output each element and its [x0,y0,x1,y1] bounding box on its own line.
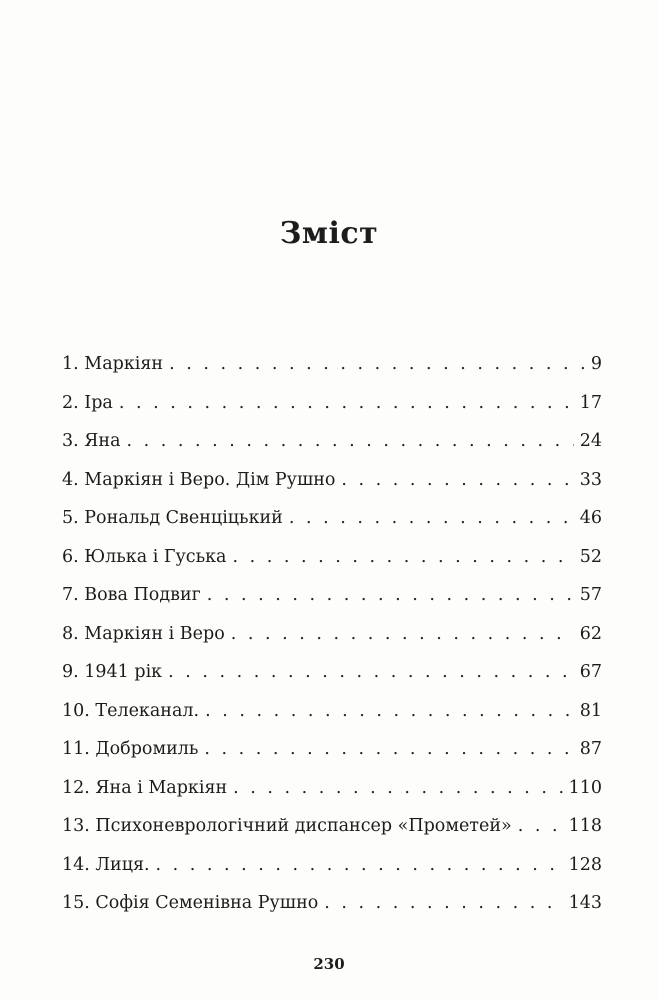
toc-entry [62,692,602,731]
toc-entry-title: Телеканал. [95,700,200,721]
dot-leader [289,499,574,538]
toc-entry-title: Яна і Маркіян [95,777,228,798]
toc-entry [62,422,602,461]
toc-entry-page: 57 [579,585,602,605]
toc-entry [62,846,602,885]
toc-entry [62,653,602,692]
toc-entry-page: 33 [579,469,602,490]
toc-entry [62,807,602,846]
toc-entry-number: 2. [62,392,79,413]
toc-entry-number: 13. [62,816,90,836]
dot-leader [341,461,573,500]
dot-leader [233,769,562,808]
toc-entry-title: Маркіян [84,354,164,374]
toc-entry-title: Лиця. [95,854,150,875]
toc-entry-number: 6. [62,546,79,567]
toc-entry-number: 14. [62,854,90,875]
toc-entry-title: 1941 рік [84,662,163,682]
toc-entry-page: 17 [579,392,602,413]
dot-leader [168,653,574,692]
toc-entry-page: 143 [568,893,602,913]
toc-entry-title: Маркіян і Веро [84,623,225,644]
toc-entry [62,538,602,577]
toc-entry-number: 1. [62,354,79,374]
toc-entry [62,384,602,423]
dot-leader [119,384,574,423]
toc-entry-page: 87 [579,739,602,759]
toc-entry-number: 10. [62,700,90,721]
toc-entry-number: 12. [62,777,90,798]
table-of-contents [62,345,602,923]
dot-leader [207,576,574,615]
toc-entry-page: 81 [579,700,602,721]
toc-entry-title: Яна [84,431,121,451]
toc-entry [62,884,602,923]
page-title: Зміст [279,216,379,251]
toc-entry-number: 11. [62,739,90,759]
toc-entry [62,730,602,769]
toc-entry-number: 9. [62,662,79,682]
toc-entry-page: 67 [579,662,602,682]
toc-entry-number: 7. [62,585,79,605]
dot-leader [204,730,573,769]
toc-entry-page: 62 [579,623,602,644]
toc-entry [62,345,602,384]
toc-entry [62,461,602,500]
dot-leader [324,884,562,923]
dot-leader [169,345,585,384]
dot-leader [127,422,574,461]
toc-entry-page: 52 [579,546,602,567]
toc-entry [62,499,602,538]
toc-entry-title: Юлька і Гуська [84,546,227,567]
toc-entry-title: Психоневрологічний диспансер «Прометей» [95,816,512,836]
dot-leader [231,615,574,654]
toc-entry-title: Софія Семенівна Рушно [95,893,319,913]
toc-entry-page: 118 [568,816,602,836]
toc-entry [62,769,602,808]
toc-entry-page: 24 [579,431,602,451]
dot-leader [233,538,574,577]
toc-entry-title: Рональд Свенціцький [84,508,283,528]
dot-leader [205,692,574,731]
toc-entry-number: 15. [62,893,90,913]
toc-entry-page: 9 [590,354,602,374]
toc-entry-number: 8. [62,623,79,644]
toc-entry-page: 110 [568,777,602,798]
toc-entry [62,576,602,615]
toc-entry-title: Іра [84,392,113,413]
toc-entry-page: 128 [568,854,602,875]
toc-entry-page: 46 [579,508,602,528]
toc-entry-title: Маркіян і Веро. Дім Рушно [84,469,336,490]
toc-entry-number: 5. [62,508,79,528]
toc-entry-number: 3. [62,431,79,451]
dot-leader [518,807,563,846]
toc-entry [62,615,602,654]
page-number: 230 [313,955,345,973]
toc-entry-title: Добромиль [95,739,199,759]
dot-leader [156,846,563,885]
toc-entry-title: Вова Подвиг [84,585,201,605]
toc-entry-number: 4. [62,469,79,490]
